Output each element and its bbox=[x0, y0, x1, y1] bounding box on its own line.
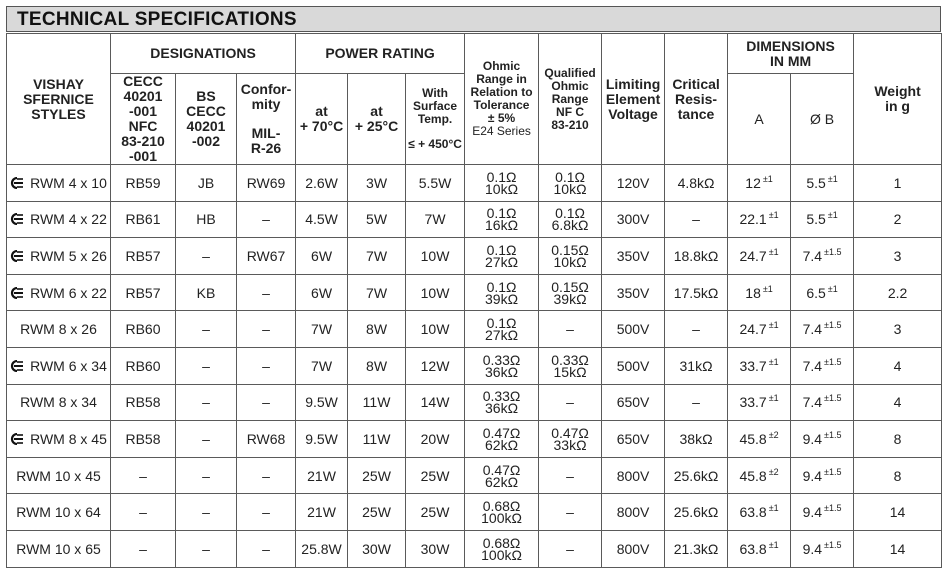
cell-dim-a: 63.8 $^{\pm 1}$ bbox=[728, 494, 791, 531]
cell-power-25: 7W bbox=[348, 274, 406, 311]
cell-mil: RW67 bbox=[237, 238, 296, 275]
cell-power-surface: 10W bbox=[406, 311, 465, 348]
cell-power-surface: 7W bbox=[406, 201, 465, 238]
cell-dim-a: 33.7 $^{\pm 1}$ bbox=[728, 384, 791, 421]
cell-voltage: 800V bbox=[602, 530, 665, 567]
cell-mil: – bbox=[237, 201, 296, 238]
cell-weight: 14 bbox=[854, 494, 942, 531]
cell-power-25: 7W bbox=[348, 238, 406, 275]
header-power-rating: POWER RATING bbox=[296, 34, 465, 74]
spec-table bbox=[6, 33, 942, 568]
cell-power-70: 7W bbox=[296, 311, 348, 348]
cell-weight: 4 bbox=[854, 384, 942, 421]
cell-power-70: 9.5W bbox=[296, 421, 348, 458]
cell-power-surface: 25W bbox=[406, 494, 465, 531]
cell-style: RWM 5 x 26 bbox=[7, 238, 111, 275]
cell-voltage: 500V bbox=[602, 311, 665, 348]
cell-power-70: 6W bbox=[296, 274, 348, 311]
table-row bbox=[7, 494, 942, 531]
cell-qualified-range: 0.33Ω 15kΩ bbox=[539, 347, 602, 384]
cell-power-25: 11W bbox=[348, 421, 406, 458]
cell-dim-a: 45.8 $^{\pm 2}$ bbox=[728, 421, 791, 458]
cell-dim-b: 7.4 $^{\pm 1.5}$ bbox=[791, 347, 854, 384]
cell-voltage: 800V bbox=[602, 494, 665, 531]
cell-critical-resistance: 31kΩ bbox=[665, 347, 728, 384]
cell-power-25: 11W bbox=[348, 384, 406, 421]
cell-power-25: 3W bbox=[348, 165, 406, 202]
cell-dim-b: 9.4 $^{\pm 1.5}$ bbox=[791, 421, 854, 458]
cell-qualified-range: 0.1Ω 10kΩ bbox=[539, 165, 602, 202]
cell-dim-a: 45.8 $^{\pm 2}$ bbox=[728, 457, 791, 494]
cell-weight: 4 bbox=[854, 347, 942, 384]
cell-mil: RW68 bbox=[237, 421, 296, 458]
cell-ohmic-range: 0.47Ω 62kΩ bbox=[465, 421, 539, 458]
vishay-logo-icon bbox=[10, 359, 24, 371]
cell-style: RWM 4 x 10 bbox=[7, 165, 111, 202]
cell-dim-b: 7.4 $^{\pm 1.5}$ bbox=[791, 238, 854, 275]
cell-ohmic-range: 0.47Ω 62kΩ bbox=[465, 457, 539, 494]
cell-weight: 8 bbox=[854, 457, 942, 494]
cell-power-25: 30W bbox=[348, 530, 406, 567]
table-row bbox=[7, 457, 942, 494]
cell-critical-resistance: 18.8kΩ bbox=[665, 238, 728, 275]
cell-dim-a: 24.7 $^{\pm 1}$ bbox=[728, 311, 791, 348]
cell-dim-b: 9.4 $^{\pm 1.5}$ bbox=[791, 530, 854, 567]
cell-dim-a: 24.7 $^{\pm 1}$ bbox=[728, 238, 791, 275]
vishay-logo-icon bbox=[10, 212, 24, 224]
cell-dim-b: 7.4 $^{\pm 1.5}$ bbox=[791, 384, 854, 421]
cell-bs: – bbox=[176, 457, 237, 494]
table-row bbox=[7, 421, 942, 458]
cell-cecc: RB60 bbox=[111, 347, 176, 384]
cell-qualified-range: – bbox=[539, 384, 602, 421]
cell-qualified-range: 0.1Ω 6.8kΩ bbox=[539, 201, 602, 238]
cell-weight: 8 bbox=[854, 421, 942, 458]
cell-dim-b: 9.4 $^{\pm 1.5}$ bbox=[791, 494, 854, 531]
table-row bbox=[7, 274, 942, 311]
cell-critical-resistance: – bbox=[665, 201, 728, 238]
table-row bbox=[7, 311, 942, 348]
cell-dim-b: 9.4 $^{\pm 1.5}$ bbox=[791, 457, 854, 494]
cell-weight: 3 bbox=[854, 311, 942, 348]
cell-voltage: 300V bbox=[602, 201, 665, 238]
cell-bs: – bbox=[176, 494, 237, 531]
cell-cecc: – bbox=[111, 530, 176, 567]
cell-power-70: 6W bbox=[296, 238, 348, 275]
cell-mil: – bbox=[237, 457, 296, 494]
cell-power-surface: 10W bbox=[406, 274, 465, 311]
cell-voltage: 800V bbox=[602, 457, 665, 494]
cell-ohmic-range: 0.1Ω 10kΩ bbox=[465, 165, 539, 202]
cell-power-70: 7W bbox=[296, 347, 348, 384]
vishay-logo-icon bbox=[10, 286, 24, 298]
cell-power-25: 25W bbox=[348, 494, 406, 531]
cell-power-surface: 20W bbox=[406, 421, 465, 458]
table-row bbox=[7, 347, 942, 384]
cell-bs: JB bbox=[176, 165, 237, 202]
header-weight: Weight in g bbox=[854, 34, 942, 165]
cell-mil: – bbox=[237, 274, 296, 311]
table-row bbox=[7, 384, 942, 421]
title-bar bbox=[6, 6, 941, 32]
cell-mil: – bbox=[237, 494, 296, 531]
header-dimensions: DIMENSIONS IN MM bbox=[728, 34, 854, 74]
cell-style: RWM 6 x 22 bbox=[7, 274, 111, 311]
cell-power-25: 25W bbox=[348, 457, 406, 494]
cell-power-25: 8W bbox=[348, 311, 406, 348]
cell-critical-resistance: – bbox=[665, 384, 728, 421]
header-ohmic-range: Ohmic Range in Relation to Tolerance ± 5% E24 Series bbox=[465, 34, 539, 165]
cell-dim-b: 5.5 $^{\pm 1}$ bbox=[791, 201, 854, 238]
cell-dim-b: 5.5 $^{\pm 1}$ bbox=[791, 165, 854, 202]
cell-bs: – bbox=[176, 238, 237, 275]
cell-ohmic-range: 0.1Ω 27kΩ bbox=[465, 238, 539, 275]
cell-ohmic-range: 0.33Ω 36kΩ bbox=[465, 384, 539, 421]
cell-ohmic-range: 0.33Ω 36kΩ bbox=[465, 347, 539, 384]
cell-bs: – bbox=[176, 347, 237, 384]
cell-qualified-range: – bbox=[539, 311, 602, 348]
vishay-logo-icon bbox=[10, 432, 24, 444]
cell-style: RWM 10 x 45 bbox=[7, 457, 111, 494]
cell-ohmic-range: 0.1Ω 16kΩ bbox=[465, 201, 539, 238]
cell-style: RWM 10 x 65 bbox=[7, 530, 111, 567]
cell-qualified-range: – bbox=[539, 457, 602, 494]
cell-voltage: 120V bbox=[602, 165, 665, 202]
cell-qualified-range: 0.47Ω 33kΩ bbox=[539, 421, 602, 458]
vishay-logo-icon bbox=[10, 176, 24, 188]
cell-critical-resistance: 17.5kΩ bbox=[665, 274, 728, 311]
cell-voltage: 650V bbox=[602, 384, 665, 421]
cell-cecc: – bbox=[111, 457, 176, 494]
cell-dim-b: 6.5 $^{\pm 1}$ bbox=[791, 274, 854, 311]
cell-dim-a: 63.8 $^{\pm 1}$ bbox=[728, 530, 791, 567]
cell-cecc: RB57 bbox=[111, 274, 176, 311]
page-title: TECHNICAL SPECIFICATIONS bbox=[17, 9, 297, 30]
header-qualified-range: Qualified Ohmic Range NF C 83-210 bbox=[539, 34, 602, 165]
cell-style: RWM 8 x 45 bbox=[7, 421, 111, 458]
cell-weight: 3 bbox=[854, 238, 942, 275]
cell-power-25: 5W bbox=[348, 201, 406, 238]
cell-critical-resistance: 21.3kΩ bbox=[665, 530, 728, 567]
cell-mil: – bbox=[237, 384, 296, 421]
cell-ohmic-range: 0.1Ω 27kΩ bbox=[465, 311, 539, 348]
cell-voltage: 500V bbox=[602, 347, 665, 384]
cell-style: RWM 8 x 34 bbox=[7, 384, 111, 421]
header-conformity: Confor- mity MIL- R-26 bbox=[237, 74, 296, 165]
cell-cecc: RB57 bbox=[111, 238, 176, 275]
cell-weight: 2.2 bbox=[854, 274, 942, 311]
cell-cecc: RB60 bbox=[111, 311, 176, 348]
cell-ohmic-range: 0.68Ω 100kΩ bbox=[465, 530, 539, 567]
cell-critical-resistance: 38kΩ bbox=[665, 421, 728, 458]
cell-mil: – bbox=[237, 311, 296, 348]
cell-power-70: 9.5W bbox=[296, 384, 348, 421]
cell-mil: – bbox=[237, 530, 296, 567]
cell-cecc: RB58 bbox=[111, 421, 176, 458]
cell-cecc: RB61 bbox=[111, 201, 176, 238]
cell-dim-a: 12 $^{\pm 1}$ bbox=[728, 165, 791, 202]
cell-bs: – bbox=[176, 530, 237, 567]
cell-voltage: 350V bbox=[602, 238, 665, 275]
cell-weight: 14 bbox=[854, 530, 942, 567]
cell-style: RWM 10 x 64 bbox=[7, 494, 111, 531]
cell-ohmic-range: 0.1Ω 39kΩ bbox=[465, 274, 539, 311]
header-power-25: at + 25°C bbox=[348, 74, 406, 165]
cell-power-surface: 30W bbox=[406, 530, 465, 567]
cell-cecc: RB58 bbox=[111, 384, 176, 421]
cell-power-70: 21W bbox=[296, 494, 348, 531]
cell-mil: – bbox=[237, 347, 296, 384]
cell-critical-resistance: 25.6kΩ bbox=[665, 457, 728, 494]
cell-weight: 2 bbox=[854, 201, 942, 238]
header-power-surface: With Surface Temp. ≤ + 450°C bbox=[406, 74, 465, 165]
cell-ohmic-range: 0.68Ω 100kΩ bbox=[465, 494, 539, 531]
cell-power-70: 2.6W bbox=[296, 165, 348, 202]
header-cecc: CECC 40201 -001 NFC 83-210 -001 bbox=[111, 74, 176, 165]
cell-power-surface: 12W bbox=[406, 347, 465, 384]
cell-cecc: – bbox=[111, 494, 176, 531]
cell-power-surface: 5.5W bbox=[406, 165, 465, 202]
cell-dim-a: 22.1 $^{\pm 1}$ bbox=[728, 201, 791, 238]
cell-power-70: 4.5W bbox=[296, 201, 348, 238]
header-dim-b: Ø B bbox=[791, 74, 854, 165]
header-power-70: at + 70°C bbox=[296, 74, 348, 165]
cell-qualified-range: 0.15Ω 39kΩ bbox=[539, 274, 602, 311]
cell-weight: 1 bbox=[854, 165, 942, 202]
cell-qualified-range: – bbox=[539, 530, 602, 567]
cell-bs: – bbox=[176, 311, 237, 348]
cell-dim-a: 18 $^{\pm 1}$ bbox=[728, 274, 791, 311]
cell-bs: – bbox=[176, 421, 237, 458]
cell-dim-b: 7.4 $^{\pm 1.5}$ bbox=[791, 311, 854, 348]
cell-qualified-range: – bbox=[539, 494, 602, 531]
table-body bbox=[7, 165, 942, 568]
cell-cecc: RB59 bbox=[111, 165, 176, 202]
cell-bs: KB bbox=[176, 274, 237, 311]
header-critical-resistance: Critical Resis- tance bbox=[665, 34, 728, 165]
table-row bbox=[7, 238, 942, 275]
header-styles: VISHAY SFERNICE STYLES bbox=[7, 34, 111, 165]
cell-dim-a: 33.7 $^{\pm 1}$ bbox=[728, 347, 791, 384]
table-row bbox=[7, 201, 942, 238]
table-row bbox=[7, 165, 942, 202]
vishay-logo-icon bbox=[10, 249, 24, 261]
cell-mil: RW69 bbox=[237, 165, 296, 202]
cell-critical-resistance: 4.8kΩ bbox=[665, 165, 728, 202]
header-bs: BS CECC 40201 -002 bbox=[176, 74, 237, 165]
header-designations: DESIGNATIONS bbox=[111, 34, 296, 74]
cell-bs: HB bbox=[176, 201, 237, 238]
cell-critical-resistance: 25.6kΩ bbox=[665, 494, 728, 531]
cell-style: RWM 6 x 34 bbox=[7, 347, 111, 384]
cell-voltage: 350V bbox=[602, 274, 665, 311]
header-limiting-voltage: Limiting Element Voltage bbox=[602, 34, 665, 165]
cell-voltage: 650V bbox=[602, 421, 665, 458]
cell-style: RWM 4 x 22 bbox=[7, 201, 111, 238]
header-dim-a: A bbox=[728, 74, 791, 165]
table-row bbox=[7, 530, 942, 567]
cell-power-25: 8W bbox=[348, 347, 406, 384]
cell-power-surface: 25W bbox=[406, 457, 465, 494]
cell-power-70: 21W bbox=[296, 457, 348, 494]
cell-power-70: 25.8W bbox=[296, 530, 348, 567]
cell-power-surface: 14W bbox=[406, 384, 465, 421]
cell-style: RWM 8 x 26 bbox=[7, 311, 111, 348]
cell-bs: – bbox=[176, 384, 237, 421]
cell-critical-resistance: – bbox=[665, 311, 728, 348]
cell-power-surface: 10W bbox=[406, 238, 465, 275]
cell-qualified-range: 0.15Ω 10kΩ bbox=[539, 238, 602, 275]
